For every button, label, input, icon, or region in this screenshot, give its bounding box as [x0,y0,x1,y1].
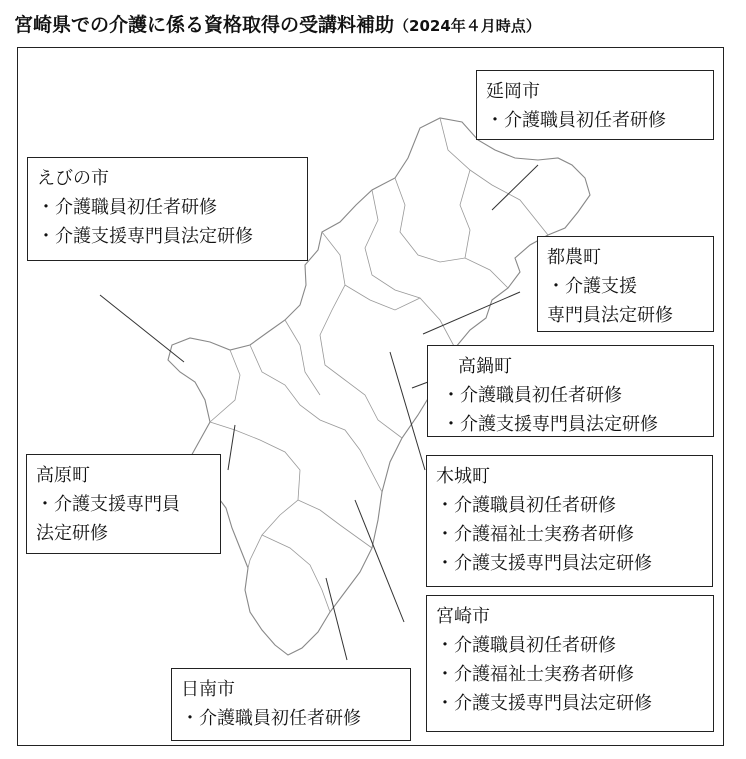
subsidy-item: ・介護職員初任者研修 [436,635,616,656]
subsidy-item: ・介護支援専門員法定研修 [436,553,652,574]
subsidy-item: ・介護支援専門員法定研修 [37,226,253,247]
callout-nichinan [171,668,411,741]
region-name: えびの市 [37,168,109,189]
callout-kijo [426,455,713,587]
region-name: 都農町 [547,247,601,268]
subsidy-item: ・介護福祉士実務者研修 [436,664,634,685]
subsidy-item: ・介護職員初任者研修 [181,708,361,729]
region-name: 高鍋町 [458,356,512,377]
region-name: 延岡市 [486,81,540,102]
callout-takanabe [427,345,714,437]
subsidy-item: ・介護職員初任者研修 [442,385,622,406]
subsidy-item: ・介護支援専門員法定研修 [442,414,658,435]
callout-takaharu [26,454,221,554]
subsidy-item: ・介護職員初任者研修 [37,197,217,218]
subsidy-item: 専門員法定研修 [547,305,673,326]
callout-tsuno [537,236,714,332]
subsidy-item: ・介護支援専門員 [36,494,180,515]
subsidy-item: ・介護支援専門員法定研修 [436,693,652,714]
subsidy-item: ・介護福祉士実務者研修 [436,524,634,545]
callout-nobeoka [476,70,714,140]
callout-ebino [27,157,308,261]
region-name: 日南市 [181,679,235,700]
subsidy-item: ・介護職員初任者研修 [436,495,616,516]
callout-miyazaki [426,595,714,732]
title-main: 宮崎県での介護に係る資格取得の受講料補助 [14,14,395,36]
subsidy-item: ・介護支援 [547,276,637,297]
region-name: 木城町 [436,466,490,487]
subsidy-item: ・介護職員初任者研修 [486,110,666,131]
region-name: 宮崎市 [436,606,490,627]
region-name: 高原町 [36,465,90,486]
title-date: （2024年４月時点） [394,17,541,35]
subsidy-item: 法定研修 [36,523,108,544]
